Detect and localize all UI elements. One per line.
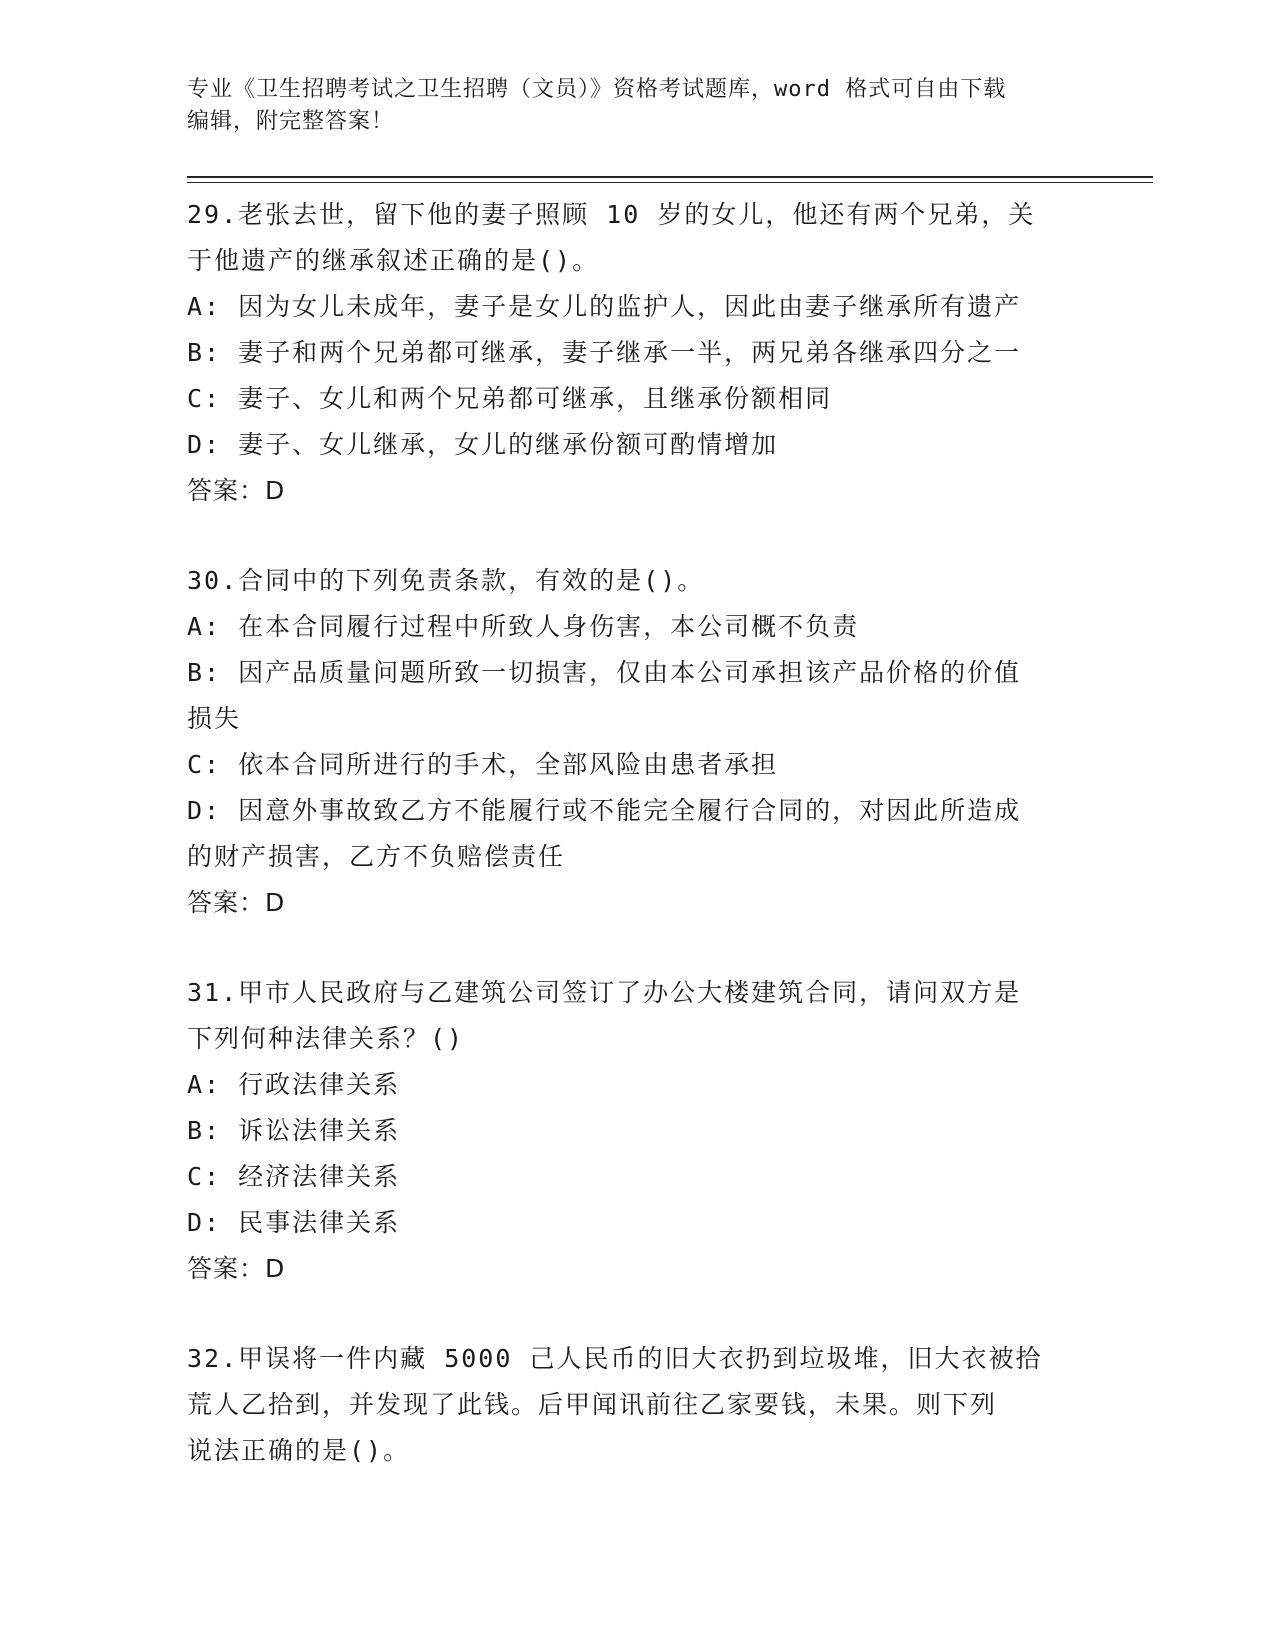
question-32 xyxy=(187,1336,1087,1474)
question-text: 31.甲市人民政府与乙建筑公司签订了办公大楼建筑合同，请问双方是 xyxy=(187,978,1022,1007)
question-text: 荒人乙拾到，并发现了此钱。后甲闻讯前往乙家要钱，未果。则下列 xyxy=(187,1390,998,1419)
question-text: 于他遗产的继承叙述正确的是()。 xyxy=(187,246,600,275)
option-a: A: 在本合同履行过程中所致人身伤害，本公司概不负责 xyxy=(187,612,860,641)
question-text: 29.老张去世，留下他的妻子照顾 10 岁的女儿，他还有两个兄弟，关 xyxy=(187,200,1036,229)
option-c: C: 经济法律关系 xyxy=(187,1162,401,1191)
question-text: 32.甲误将一件内藏 5000 己人民币的旧大衣扔到垃圾堆，旧大衣被拾 xyxy=(187,1344,1043,1373)
header-line-1: 专业《卫生招聘考试之卫生招聘（文员）》资格考试题库，word 格式可自由下载 xyxy=(187,77,1007,102)
question-text: 说法正确的是()。 xyxy=(187,1436,411,1465)
option-b: B: 诉讼法律关系 xyxy=(187,1116,401,1145)
option-d: D: 妻子、女儿继承，女儿的继承份额可酌情增加 xyxy=(187,430,779,459)
answer: 答案：D xyxy=(187,1254,286,1283)
question-text: 下列何种法律关系？() xyxy=(187,1024,465,1053)
document-header xyxy=(187,74,1067,138)
option-d: D: 因意外事故致乙方不能履行或不能完全履行合同的，对因此所造成 xyxy=(187,796,1022,825)
option-a: A: 行政法律关系 xyxy=(187,1070,401,1099)
question-list xyxy=(187,192,1087,1518)
header-rule-thin xyxy=(187,182,1153,183)
question-text: 30.合同中的下列免责条款，有效的是()。 xyxy=(187,566,705,595)
option-b-continued: 损失 xyxy=(187,704,242,733)
option-a: A: 因为女儿未成年，妻子是女儿的监护人，因此由妻子继承所有遗产 xyxy=(187,292,1022,321)
option-c: C: 依本合同所进行的手术，全部风险由患者承担 xyxy=(187,750,779,779)
option-c: C: 妻子、女儿和两个兄弟都可继承，且继承份额相同 xyxy=(187,384,833,413)
question-29 xyxy=(187,192,1087,514)
option-b: B: 妻子和两个兄弟都可继承，妻子继承一半，两兄弟各继承四分之一 xyxy=(187,338,1022,367)
answer: 答案：D xyxy=(187,888,286,917)
header-rule-thick xyxy=(187,176,1153,178)
answer: 答案：D xyxy=(187,476,286,505)
question-30 xyxy=(187,558,1087,926)
option-d: D: 民事法律关系 xyxy=(187,1208,401,1237)
option-b: B: 因产品质量问题所致一切损害，仅由本公司承担该产品价格的价值 xyxy=(187,658,1022,687)
option-d-continued: 的财产损害，乙方不负赔偿责任 xyxy=(187,842,566,871)
question-31 xyxy=(187,970,1087,1292)
header-line-2: 编辑，附完整答案！ xyxy=(187,109,395,134)
